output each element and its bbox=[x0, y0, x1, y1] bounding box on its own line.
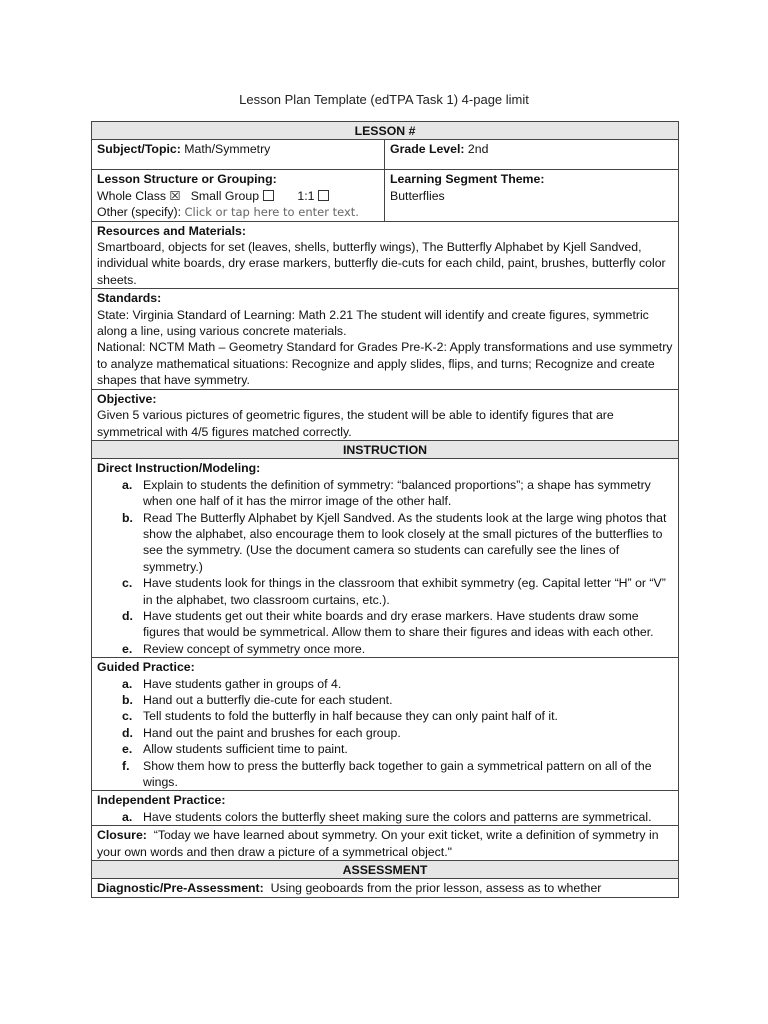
closure-row bbox=[92, 826, 679, 861]
list-item bbox=[122, 641, 673, 657]
direct-instruction-label: Direct Instruction/Modeling: bbox=[97, 461, 261, 476]
lesson-header-row bbox=[92, 122, 679, 140]
diagnostic-cell bbox=[92, 879, 679, 897]
list-item bbox=[122, 575, 673, 608]
independent-practice-list bbox=[97, 809, 673, 825]
list-letter: e. bbox=[122, 742, 133, 757]
structure-label: Lesson Structure or Grouping: bbox=[97, 172, 277, 187]
structure-cell bbox=[92, 170, 385, 221]
list-item-text: Have students look for things in the classroom that exhibit symmetry (eg. Capital letter “H” or “V” in the alphabet, two classroom curtains, etc.). bbox=[143, 576, 666, 607]
standards-state: State: Virginia Standard of Learning: Math 2.21 The student will identify and create figures, symmetric along a line, using various concrete materials. bbox=[97, 307, 649, 339]
resources-cell bbox=[92, 221, 679, 289]
assessment-header-row bbox=[92, 861, 679, 879]
standards-cell bbox=[92, 289, 679, 389]
list-letter: d. bbox=[122, 608, 133, 623]
list-item bbox=[122, 758, 673, 791]
lesson-plan-table bbox=[91, 121, 679, 898]
independent-practice-label: Independent Practice: bbox=[97, 793, 226, 808]
list-letter: a. bbox=[122, 676, 133, 691]
list-letter: c. bbox=[122, 576, 133, 591]
lesson-header: LESSON # bbox=[92, 122, 679, 140]
closure-cell bbox=[92, 826, 679, 861]
direct-instruction-list bbox=[97, 477, 673, 657]
closure-text: “Today we have learned about symmetry. On your exit ticket, write a definition of symmetry in your own words and then draw a picture of a symmetrical object." bbox=[97, 828, 662, 859]
subject-value: Math/Symmetry bbox=[184, 142, 271, 157]
list-letter: f. bbox=[122, 758, 130, 773]
diagnostic-text: Using geoboards from the prior lesson, assess as to whether bbox=[263, 881, 602, 896]
theme-label: Learning Segment Theme: bbox=[390, 172, 545, 187]
independent-practice-row bbox=[92, 791, 679, 826]
independent-practice-cell bbox=[92, 791, 679, 826]
resources-text: Smartboard, objects for set (leaves, shells, butterfly wings), The Butterfly Alphabet by Kjell Sandved, individual white boards, dry erase markers, butterfly die-cuts for each child, paint, brushes, butterfly color sheets. bbox=[97, 240, 666, 287]
list-item bbox=[122, 809, 673, 825]
standards-row bbox=[92, 289, 679, 389]
diagnostic-label: Diagnostic/Pre-Assessment: bbox=[97, 881, 264, 896]
guided-practice-list bbox=[97, 676, 673, 791]
list-item-text: Show them how to press the butterfly back together to gain a symmetrical pattern on all of the wings. bbox=[143, 758, 652, 790]
other-label: Other (specify): bbox=[97, 205, 182, 220]
list-item-text: Hand out the paint and brushes for each group. bbox=[143, 725, 401, 740]
list-item bbox=[122, 477, 673, 510]
list-item-text: Read The Butterfly Alphabet by Kjell Sandved. As the students look at the large wing photos that show the alphabet, also encourage them to look closely at the small pictures of the butterflies to see the symmetry. (Use the document camera so students can carefully see the lines of symmetry.) bbox=[143, 510, 667, 574]
one-to-one-checkbox[interactable] bbox=[318, 190, 329, 201]
list-item bbox=[122, 741, 673, 757]
list-item-text: Review concept of symmetry once more. bbox=[143, 641, 366, 656]
grade-value: 2nd bbox=[467, 142, 489, 157]
list-item bbox=[122, 676, 673, 692]
resources-label: Resources and Materials: bbox=[97, 223, 246, 238]
list-item bbox=[122, 692, 673, 708]
list-item bbox=[122, 510, 673, 576]
list-letter: c. bbox=[122, 709, 133, 724]
direct-instruction-row bbox=[92, 459, 679, 658]
objective-text: Given 5 various pictures of geometric figures, the student will be able to identify figures that are symmetrical with 4/5 figures matched correctly. bbox=[97, 408, 614, 439]
objective-row bbox=[92, 389, 679, 440]
small-group-label: Small Group bbox=[190, 188, 260, 203]
small-group-checkbox[interactable] bbox=[263, 190, 274, 201]
theme-cell bbox=[385, 170, 679, 221]
grade-label: Grade Level: bbox=[390, 142, 465, 157]
list-item-text: Explain to students the definition of symmetry: “balanced proportions”; a shape has symmetry when one half of it has the mirror image of the other half. bbox=[143, 477, 651, 509]
one-to-one-label: 1:1 bbox=[297, 188, 315, 203]
assessment-header: ASSESSMENT bbox=[92, 861, 679, 879]
list-item-text: Hand out a butterfly die-cute for each student. bbox=[143, 693, 393, 707]
whole-class-label: Whole Class bbox=[97, 188, 167, 203]
list-letter: a. bbox=[122, 809, 133, 824]
subject-grade-row bbox=[92, 140, 679, 170]
structure-theme-row bbox=[92, 170, 679, 221]
diagnostic-row bbox=[92, 879, 679, 897]
page-title: Lesson Plan Template (edTPA Task 1) 4-page limit bbox=[239, 92, 529, 107]
list-letter: b. bbox=[122, 510, 133, 525]
subject-label: Subject/Topic: bbox=[97, 142, 181, 157]
standards-national: National: NCTM Math – Geometry Standard for Grades Pre-K-2: Apply transformations and use symmetry to analyze mathematical situations: Recognize and apply slides, flips, and turns; Recognize and create shapes that have symmetry. bbox=[97, 340, 673, 388]
theme-value: Butterflies bbox=[390, 188, 445, 203]
guided-practice-label: Guided Practice: bbox=[97, 660, 195, 675]
list-item-text: Have students colors the butterfly sheet making sure the colors and patterns are symmetrical. bbox=[143, 809, 652, 824]
list-letter: e. bbox=[122, 641, 133, 656]
instruction-header: INSTRUCTION bbox=[92, 440, 679, 458]
list-item bbox=[122, 608, 673, 641]
standards-label: Standards: bbox=[97, 291, 162, 306]
list-letter: d. bbox=[122, 725, 133, 740]
list-letter: a. bbox=[122, 477, 133, 492]
objective-cell bbox=[92, 389, 679, 440]
list-item-text: Have students gather in groups of 4. bbox=[143, 676, 342, 691]
list-item-text: Have students get out their white boards and dry erase markers. Have students draw some figures that would be symmetrical. Allow them to share their figures and ideas with each other. bbox=[143, 608, 654, 640]
list-item bbox=[122, 708, 673, 724]
objective-label: Objective: bbox=[97, 391, 157, 406]
closure-label: Closure: bbox=[97, 828, 147, 843]
guided-practice-row bbox=[92, 658, 679, 791]
list-letter: b. bbox=[122, 693, 133, 707]
list-item-text: Allow students sufficient time to paint. bbox=[143, 742, 348, 757]
list-item bbox=[122, 725, 673, 741]
instruction-header-row bbox=[92, 440, 679, 458]
guided-practice-cell bbox=[92, 658, 679, 791]
list-item-text: Tell students to fold the butterfly in half because they can only paint half of it. bbox=[143, 709, 558, 724]
resources-row bbox=[92, 221, 679, 289]
other-input[interactable]: Click or tap here to enter text. bbox=[184, 205, 359, 220]
whole-class-checkbox[interactable]: ☒ bbox=[169, 188, 181, 203]
direct-instruction-cell bbox=[92, 459, 679, 658]
subject-cell bbox=[92, 140, 385, 170]
grade-cell bbox=[385, 140, 679, 170]
